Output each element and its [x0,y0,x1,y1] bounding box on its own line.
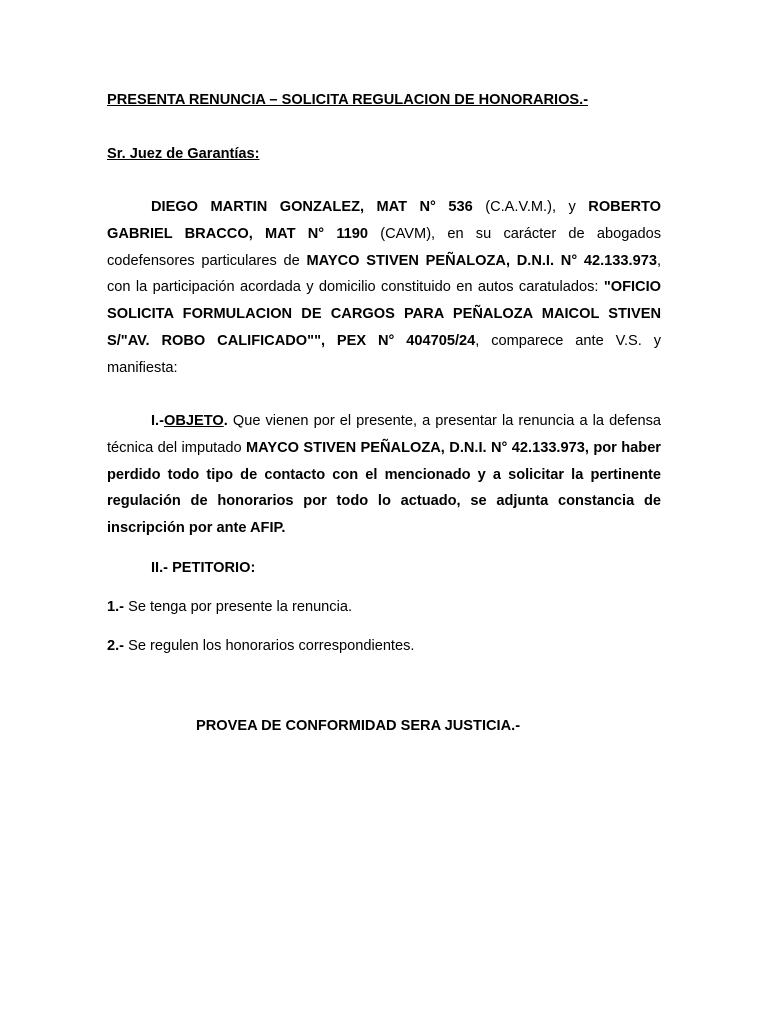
petitorio-item-number: 1.- [107,599,125,615]
document-title: PRESENTA RENUNCIA – SOLICITA REGULACION DE HONORARIOS.- [107,92,589,108]
petitorio-item-text: Se tenga por presente la renuncia. [124,599,353,615]
intro-text-3: , con la participación acordada y domicilio constituido en autos caratulados: [107,252,662,296]
objeto-prefix: I.- [151,413,164,429]
lawyer-1-name: DIEGO MARTIN GONZALEZ, MAT N° 536 [151,199,473,215]
closing-line: PROVEA DE CONFORMIDAD SERA JUSTICIA.- [196,718,521,734]
objeto-paragraph [107,408,661,542]
intro-text-2: (CAVM), en su carácter de abogados codefensores particulares de [107,225,661,269]
intro-text-4: , comparece ante V.S. y manifiesta: [107,332,661,376]
intro-text-1: (C.A.V.M.), y [472,199,589,215]
addressee-line: Sr. Juez de Garantías: [107,146,260,162]
objeto-bold-text: MAYCO STIVEN PEÑALOZA, D.N.I. N° 42.133.973, por haber perdido todo tipo de contacto con el mencionado y a solicitar la pertinente regulación de honorarios por todo lo actuado, se adjunta constancia de inscripción por ante AFIP. [107,439,661,537]
intro-paragraph [107,194,661,382]
objeto-heading: OBJETO [163,413,224,429]
petitorio-item-number: 2.- [107,638,125,654]
petitorio-item-text: Se regulen los honorarios correspondientes. [124,638,415,654]
client-name: MAYCO STIVEN PEÑALOZA, D.N.I. N° 42.133.973 [306,252,657,269]
lawyer-2-name: ROBERTO GABRIEL BRACCO, MAT N° 1190 [107,199,661,242]
case-caption: "OFICIO SOLICITA FORMULACION DE CARGOS PARA PEÑALOZA MAICOL STIVEN S/"AV. ROBO CALIFICADO"", PEX N° 404705/24 [107,279,661,349]
petitorio-item [107,638,414,654]
petitorio-heading: II.- PETITORIO: [151,560,256,576]
objeto-text: Que vienen por el presente, a presentar la renuncia a la defensa técnica del imputado [107,413,661,456]
objeto-dot: . [223,413,228,429]
petitorio-item [107,599,352,615]
